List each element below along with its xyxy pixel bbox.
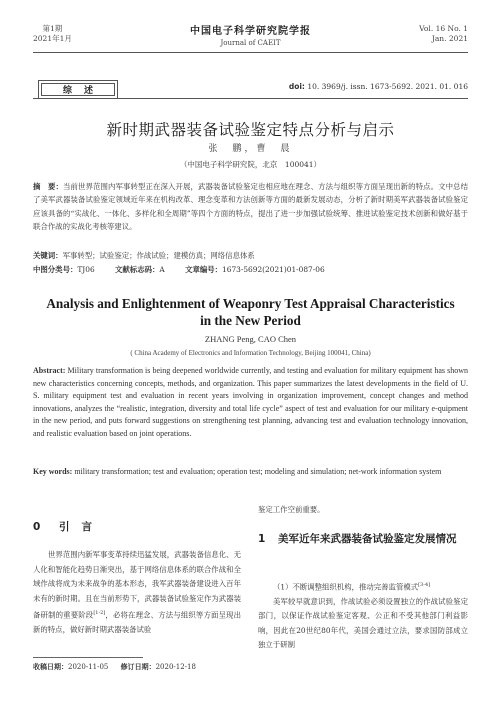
revised-label: 修订日期： [120, 663, 156, 671]
section-0-title: 引言 [59, 521, 104, 533]
keywords-cn-text: 军事转型；试验鉴定；作战试验；建模仿真；网络信息体系 [62, 251, 255, 260]
keywords-en-text: military transformation; test and evaluation; operation test; modeling and simulation; net-work information system [72, 467, 442, 476]
section-1-body [258, 578, 468, 653]
continuation-text: 鉴定工作空前重要。 [258, 505, 325, 514]
intro-text: 世界范围内新军事变革持续迅猛发展，武器装备信息化、无人化和智能化趋势日渐突出，基于网络信息体系的联合作战和全域作战将成为未来战争的基本形态，我军武器装备建设进入百年未有的新时期。且在当前形势下，武器装备试验鉴定作为武器装备研制的重要阶段 [33, 550, 241, 620]
article-title-cn: 新时期武器装备试验鉴定特点分析与启示 [106, 121, 395, 139]
received-date: 2020-11-05 [68, 663, 109, 671]
issue-date: 2021年1月 [33, 34, 72, 43]
abstract-en-label: Abstract: [33, 366, 66, 375]
section-0-heading [33, 519, 241, 534]
affiliation-en: ( China Academy of Electronics and Information Technology, Beijing 100041, China) [130, 349, 371, 357]
category-badge [38, 80, 118, 99]
journal-name-en: Journal of CAEIT [220, 39, 281, 47]
keywords-en-label: Key words: [33, 467, 73, 476]
article-no-label: 文章编号： [185, 265, 223, 274]
doi-value: 10. 3969/j. issn. 1673-5692. 2021. 01. 016 [307, 82, 468, 91]
section-1-paragraph: 美军较早就意识到，作战试验必须设置独立的作战试验鉴定部门，以保证作战试验鉴定客观、公正和不受其他部门利益影响，因此在20世纪80年代，美国会通过立法，要求国防部成立独立于研制 [258, 596, 468, 650]
subsection-heading-text: （1）不断调整组织机构，推动完善监管模式 [273, 582, 419, 592]
authors-cn: 张 鹏，曹 晨 [208, 144, 293, 154]
subsection-citation[interactable]: [3-4] [418, 582, 431, 588]
section-1-title: 美军近年来武器装备试验鉴定发展情况 [278, 533, 457, 545]
volume-number: Vol. 16 No. 1 [419, 24, 468, 33]
journal-name-cn: 中国电子科学研究院学报 [190, 26, 311, 37]
clc-label: 中图分类号： [33, 265, 78, 274]
footnote-rule [33, 657, 143, 658]
doc-code-label: 文献标志码： [115, 265, 160, 274]
section-0-number: 0 [33, 521, 41, 533]
article-no-value: 1673-5692(2021)01-087-06 [222, 265, 325, 274]
revised-date: 2020-12-18 [155, 663, 196, 671]
abstract-en-text: Military transformation is being deepened worldwide currently, and testing and evaluation for military equipment has shown new characteristics concerning concepts, methods, and organization. This paper summarizes the latest developments in the field of U. S. military equipment test and evaluation in recent years involving in organization improvement, concept changes and method innovations, analyzes the “realistic, integration, diversity and total life cycle” aspect of test and evaluation for our military e-quipment in the new period, and puts forward suggestions on strengthening test planning, advancing test and evaluation technology innovation, and realistic evaluation based on joint operations. [33, 366, 468, 438]
abstract-en [33, 365, 468, 441]
doi-rule [33, 98, 468, 99]
intro-citation[interactable]: [1-2] [93, 610, 106, 616]
category-label: 综述 [41, 83, 115, 96]
doc-code-value: A [159, 265, 165, 274]
keywords-cn-label: 关键词： [33, 251, 63, 260]
abstract-cn [33, 180, 468, 233]
header-rule [33, 52, 468, 53]
doi-label: doi: [288, 82, 305, 91]
article-title-en: Analysis and Enlightenment of Weaponry Test Appraisal Characteristics in the New Period [46, 296, 455, 328]
keywords-en [33, 466, 468, 479]
running-header-right [419, 24, 468, 44]
keywords-cn [33, 250, 468, 262]
section-1-number: 1 [258, 533, 266, 545]
abstract-cn-label: 摘 要： [33, 182, 64, 191]
section-1-heading [258, 532, 468, 547]
footnote-dates [33, 662, 196, 672]
issue-date-en: Jan. 2021 [431, 34, 468, 43]
intro-paragraph [33, 548, 241, 637]
received-label: 收稿日期： [33, 663, 68, 671]
subsection-heading [258, 578, 468, 595]
affiliation-cn: （中国电子科学研究院，北京 100041） [179, 160, 322, 169]
abstract-cn-text: 当前世界范围内军事转型正在深入开展，武器装备试验鉴定也相应地在理念、方法与组织等方面呈现出新的特点。文中总结了美军武器装备试验鉴定领域近年来在机构改革、理念变革和方法创新等方面的最新发展动态，分析了新时期美军武器装备试验鉴定应该具备的“实战化、一体化、多样化和全周期”等四个方面的特点，提出了进一步加强试验统筹、推进试验鉴定技术创新和做好基于联合作战的实战化考核等建议。 [33, 182, 468, 231]
issue-number: 第1期 [42, 24, 63, 33]
clc-value: TJ06 [77, 265, 95, 274]
classification-row [33, 264, 468, 276]
intro-text-tail: ，必将在理念、方法与组织等方面呈现出新的特点，做好新时期武器装备试验 [33, 610, 241, 634]
authors-en: ZHANG Peng, CAO Chen [204, 334, 297, 344]
doi[interactable] [289, 82, 468, 91]
